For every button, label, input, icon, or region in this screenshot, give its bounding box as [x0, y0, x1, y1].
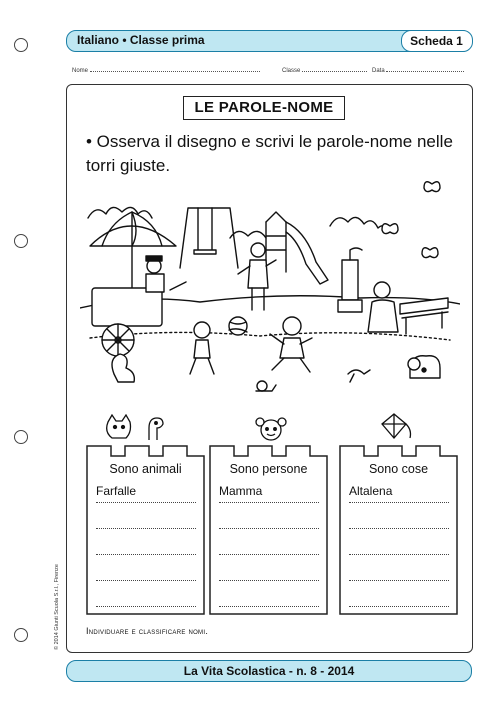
subject-label: Italiano • Classe prima	[77, 33, 205, 47]
title-box	[183, 96, 345, 120]
butterfly-icon	[382, 224, 398, 234]
grandma-figure	[368, 282, 398, 332]
answer-line[interactable]	[96, 588, 196, 607]
squirrel-icon	[112, 354, 134, 382]
name-field[interactable]	[72, 66, 260, 74]
date-label: Data	[372, 68, 385, 74]
date-field[interactable]	[372, 66, 464, 74]
dog-icon	[408, 356, 440, 378]
answer-line[interactable]	[219, 562, 319, 581]
tower-things	[339, 436, 458, 616]
girl-face-icon	[255, 414, 287, 449]
vendor-figure	[146, 256, 164, 292]
kite-icon	[380, 412, 414, 447]
answer-line[interactable]	[219, 536, 319, 555]
bench-icon	[400, 298, 448, 334]
adult-figure	[238, 243, 276, 310]
cat-icon	[104, 414, 134, 447]
answer-line[interactable]	[219, 510, 319, 529]
footer-text: La Vita Scolastica - n. 8 - 2014	[183, 664, 355, 678]
binder-hole	[14, 430, 28, 444]
sheet-label: Scheda 1	[410, 33, 463, 48]
bird-icon	[348, 370, 370, 382]
answer-line[interactable]	[349, 588, 449, 607]
class-field[interactable]	[282, 66, 367, 74]
header-bar	[66, 30, 472, 52]
child-figure	[270, 317, 312, 372]
tower-people	[209, 436, 328, 616]
answer-line[interactable]	[96, 536, 196, 555]
binder-hole	[14, 38, 28, 52]
park-illustration	[80, 178, 460, 400]
ball-icon	[229, 317, 247, 335]
footer-bar	[66, 660, 472, 682]
answer-line[interactable]: Mamma	[219, 484, 319, 503]
snail-icon	[256, 381, 276, 391]
sheet-badge	[401, 30, 473, 52]
answer-line[interactable]	[349, 536, 449, 555]
tower-heading: Sono animali	[109, 462, 182, 476]
copyright-text: © 2014 Giunti Scuola S.r.l., Firenze	[54, 564, 60, 650]
answer-line[interactable]: Altalena	[349, 484, 449, 503]
tower-heading: Sono cose	[368, 462, 429, 476]
answer-line[interactable]	[219, 588, 319, 607]
learning-objective	[86, 626, 208, 636]
objective-text: Individuare e classificare nomi.	[86, 626, 209, 636]
butterfly-icon	[424, 182, 440, 192]
answer-line[interactable]	[349, 510, 449, 529]
tower-heading: Sono persone	[229, 462, 308, 476]
fountain-icon	[338, 248, 362, 312]
tower-animals	[86, 436, 205, 616]
name-label: Nome	[72, 68, 89, 74]
child-figure	[190, 322, 214, 374]
instruction-text: • Osserva il disegno e scrivi le parole-nome nelle torri giuste.	[86, 132, 453, 175]
ice-cream-cart-icon	[92, 282, 186, 356]
answer-line[interactable]: Farfalle	[96, 484, 196, 503]
slide-icon	[266, 212, 328, 284]
butterfly-icon	[422, 248, 438, 258]
binder-hole	[14, 628, 28, 642]
answer-line[interactable]	[349, 562, 449, 581]
answer-line[interactable]	[96, 562, 196, 581]
answer-line[interactable]	[96, 510, 196, 529]
page-title: LE PAROLE-NOME	[194, 99, 334, 116]
class-label: Classe	[282, 68, 301, 74]
bird-icon	[143, 416, 165, 447]
binder-hole	[14, 234, 28, 248]
